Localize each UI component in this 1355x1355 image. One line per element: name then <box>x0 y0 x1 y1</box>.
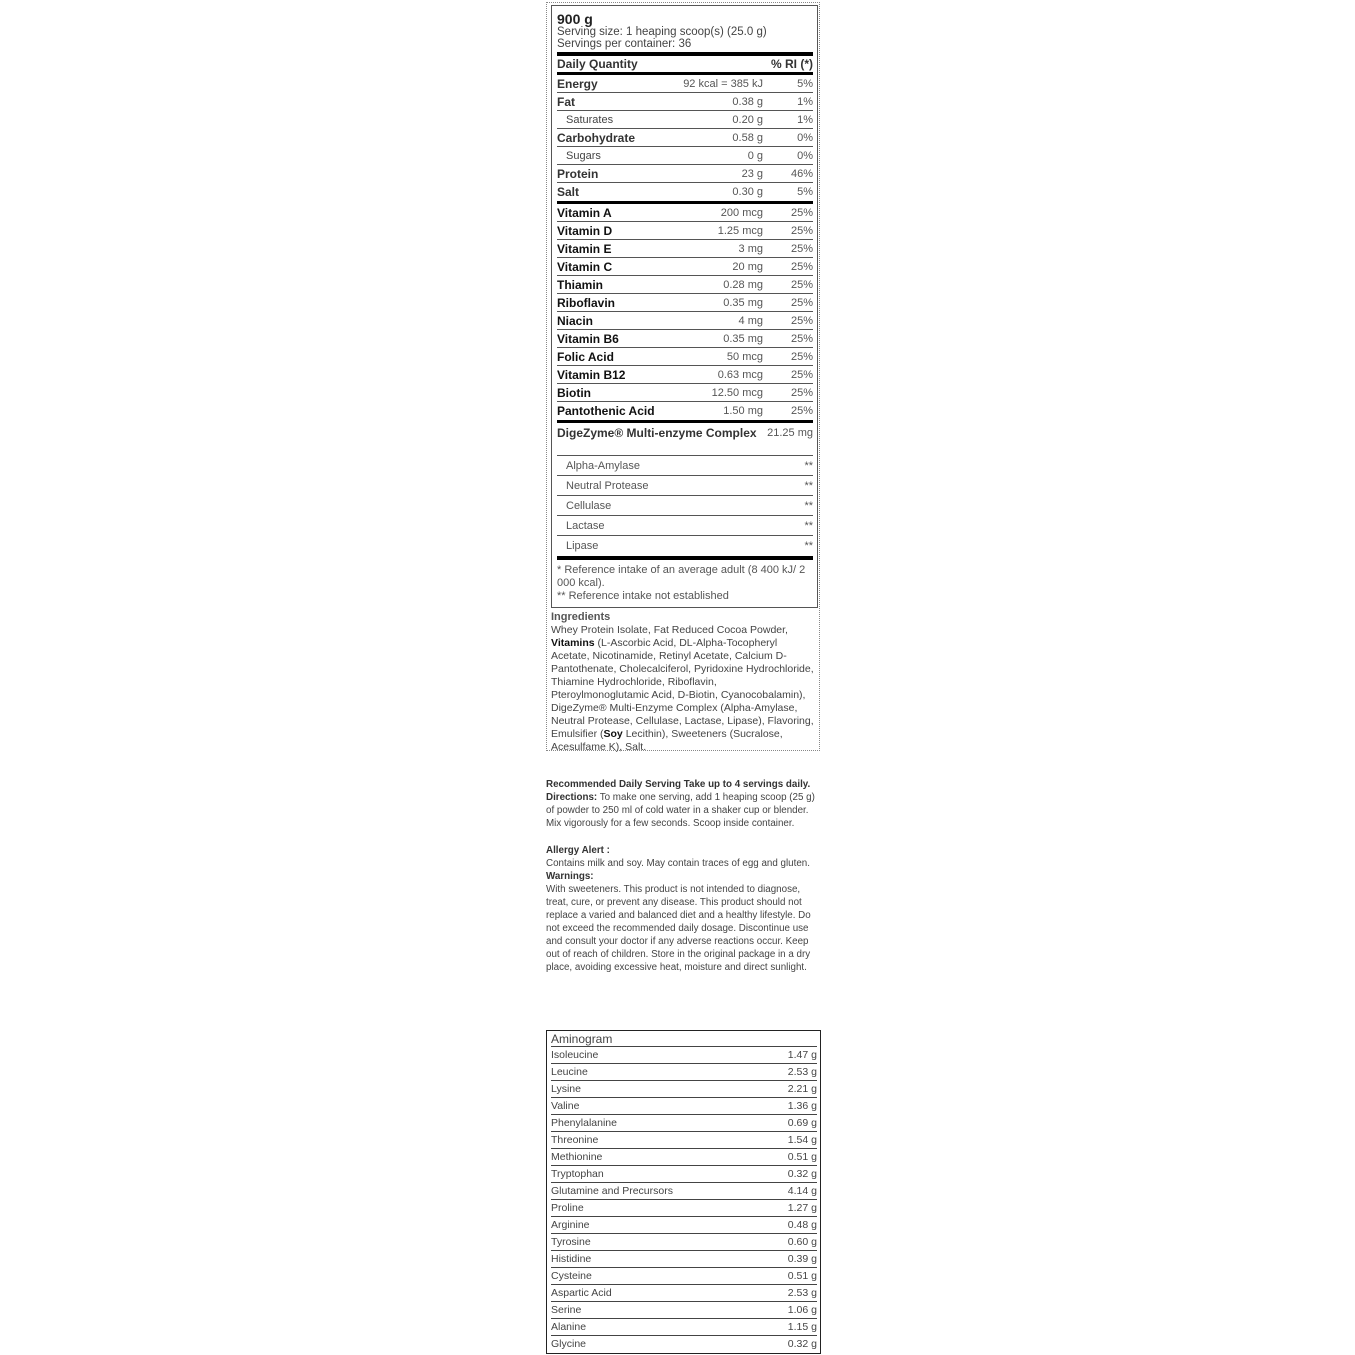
nutrient-name: Salt <box>557 184 580 199</box>
vitamin-ri: 25% <box>790 332 813 345</box>
enzyme-name: Cellulase <box>566 499 612 512</box>
servings-per-container: Servings per container: 36 <box>557 38 692 50</box>
directions-heading: Recommended Daily Serving Take up to 4 servings daily. Directions: <box>546 779 811 803</box>
nutrient-amount: 0 g <box>747 149 763 162</box>
vitamin-name: Vitamin C <box>557 259 613 274</box>
table-row <box>557 402 813 419</box>
ingredients-bold: Soy <box>603 728 623 740</box>
table-row <box>551 1336 817 1352</box>
nutrient-amount: 0.30 g <box>732 185 763 198</box>
vitamin-ri: 25% <box>790 350 813 363</box>
amino-name: Lysine <box>551 1083 581 1095</box>
amino-name: Arginine <box>551 1219 590 1231</box>
enzyme-ri: ** <box>804 539 813 552</box>
amino-name: Tyrosine <box>551 1236 591 1248</box>
table-row <box>557 222 813 240</box>
warnings <box>546 870 824 974</box>
amino-amount: 0.51 g <box>787 1151 817 1163</box>
vitamin-amount: 20 mg <box>732 260 763 273</box>
nutrient-ri: 5% <box>797 77 813 90</box>
vitamin-ri: 25% <box>790 368 813 381</box>
amino-amount: 0.51 g <box>787 1270 817 1282</box>
nutrient-name: Saturates <box>566 113 614 126</box>
enzyme-ri: ** <box>804 499 813 512</box>
table-row <box>551 1132 817 1149</box>
vitamin-name: Vitamin D <box>557 223 613 238</box>
nutrient-name: Fat <box>557 94 575 109</box>
vitamin-name: Vitamin B6 <box>557 331 619 346</box>
vitamin-name: Vitamin E <box>557 241 612 256</box>
table-row <box>557 276 813 294</box>
amino-amount: 1.06 g <box>787 1304 817 1316</box>
nutrient-name: Protein <box>557 166 599 181</box>
col-ri: % RI (*) <box>771 57 813 71</box>
amino-amount: 2.53 g <box>787 1066 817 1078</box>
nutrient-ri: 1% <box>797 95 813 108</box>
amino-name: Proline <box>551 1202 584 1214</box>
amino-amount: 2.53 g <box>787 1287 817 1299</box>
vitamin-name: Biotin <box>557 385 591 400</box>
enzyme-complex-amount: 21.25 mg <box>767 427 813 439</box>
table-row <box>557 476 813 496</box>
table-row <box>551 1183 817 1200</box>
table-row <box>557 258 813 276</box>
vitamin-amount: 0.63 mcg <box>717 368 763 381</box>
vitamin-ri: 25% <box>790 278 813 291</box>
col-quantity: Daily Quantity <box>557 57 638 71</box>
table-row <box>557 496 813 516</box>
nutrient-name: Sugars <box>566 149 601 162</box>
vitamin-amount: 0.28 mg <box>723 278 763 291</box>
aminogram-table <box>546 1030 821 1354</box>
ingredients-text: Lecithin), Sweeteners (Sucralose, Acesulfame K), Salt. <box>551 728 783 753</box>
amino-amount: 1.15 g <box>787 1321 817 1333</box>
table-row <box>557 516 813 536</box>
amino-name: Methionine <box>551 1151 603 1163</box>
allergy-text: Contains milk and soy. May contain traces of egg and gluten. <box>546 858 810 869</box>
usage-info <box>546 778 824 974</box>
net-weight: 900 g <box>557 11 593 27</box>
table-row <box>557 536 813 555</box>
aminogram-list <box>551 1047 817 1352</box>
table-row <box>551 1302 817 1319</box>
amino-amount: 0.69 g <box>787 1117 817 1129</box>
nutrient-ri: 1% <box>797 113 813 126</box>
amino-amount: 1.47 g <box>787 1049 817 1061</box>
vitamin-name: Niacin <box>557 313 594 328</box>
nutrient-amount: 0.38 g <box>732 95 763 108</box>
table-row <box>557 366 813 384</box>
table-row <box>551 1319 817 1336</box>
footnote-ri: * Reference intake of an average adult (8 400 kJ/ 2 000 kcal). <box>557 564 806 589</box>
enzymes-list <box>557 456 813 555</box>
amino-amount: 0.32 g <box>787 1168 817 1180</box>
table-row <box>557 147 813 165</box>
table-row <box>557 294 813 312</box>
product-info-panel <box>546 2 820 751</box>
table-row <box>551 1268 817 1285</box>
amino-name: Tryptophan <box>551 1168 604 1180</box>
table-row <box>551 1251 817 1268</box>
amino-amount: 1.27 g <box>787 1202 817 1214</box>
enzyme-ri: ** <box>804 519 813 532</box>
enzyme-ri: ** <box>804 479 813 492</box>
table-row <box>551 1064 817 1081</box>
serving-size: Serving size: 1 heaping scoop(s) (25.0 g) <box>557 26 767 38</box>
table-row <box>557 129 813 147</box>
vitamin-ri: 25% <box>790 296 813 309</box>
table-row <box>551 1200 817 1217</box>
table-row <box>551 1166 817 1183</box>
aminogram-title: Aminogram <box>551 1032 817 1047</box>
amino-name: Glutamine and Precursors <box>551 1185 673 1197</box>
vitamin-ri: 25% <box>790 314 813 327</box>
table-row <box>557 330 813 348</box>
amino-name: Histidine <box>551 1253 592 1265</box>
amino-amount: 0.39 g <box>787 1253 817 1265</box>
table-row <box>551 1098 817 1115</box>
nutrient-amount: 92 kcal = 385 kJ <box>683 77 763 90</box>
amino-name: Threonine <box>551 1134 599 1146</box>
ingredients-bold: Vitamins <box>551 637 595 649</box>
amino-name: Cysteine <box>551 1270 592 1282</box>
amino-name: Serine <box>551 1304 582 1316</box>
amino-amount: 0.32 g <box>787 1338 817 1350</box>
table-row <box>551 1149 817 1166</box>
enzyme-name: Lactase <box>566 519 605 532</box>
table-row <box>557 456 813 476</box>
vitamin-ri: 25% <box>790 242 813 255</box>
vitamin-ri: 25% <box>790 404 813 417</box>
vitamin-ri: 25% <box>790 206 813 219</box>
table-row <box>551 1285 817 1302</box>
vitamin-ri: 25% <box>790 224 813 237</box>
ingredients-heading: Ingredients <box>551 611 611 623</box>
nutrient-name: Energy <box>557 76 598 91</box>
vitamin-amount: 12.50 mcg <box>711 386 763 399</box>
table-row <box>557 75 813 93</box>
table-row <box>557 93 813 111</box>
amino-amount: 1.54 g <box>787 1134 817 1146</box>
directions <box>546 778 824 830</box>
ingredients <box>551 611 819 754</box>
vitamin-amount: 0.35 mg <box>723 296 763 309</box>
amino-name: Alanine <box>551 1321 587 1333</box>
nutrient-amount: 0.58 g <box>732 131 763 144</box>
vitamin-amount: 0.35 mg <box>723 332 763 345</box>
nutrients-list <box>557 75 813 200</box>
enzyme-complex-name: DigeZyme® Multi-enzyme Complex <box>557 426 757 440</box>
enzyme-name: Lipase <box>566 539 599 552</box>
amino-amount: 2.21 g <box>787 1083 817 1095</box>
enzyme-complex-row <box>557 423 813 456</box>
table-row <box>557 384 813 402</box>
table-header <box>557 56 813 72</box>
directions-text: To make one serving, add 1 heaping scoop (25 g) of powder to 250 ml of cold water in a shaker cup or blender. Mix vigorously for a few seconds. Scoop inside container. <box>546 792 815 829</box>
table-row <box>551 1081 817 1098</box>
amino-name: Glycine <box>551 1338 587 1350</box>
enzyme-ri: ** <box>804 459 813 472</box>
enzyme-name: Neutral Protease <box>566 479 649 492</box>
vitamin-amount: 1.25 mcg <box>717 224 763 237</box>
table-row <box>557 204 813 222</box>
nutrition-facts-table <box>551 5 818 608</box>
footnotes <box>557 560 813 603</box>
allergy-alert <box>546 844 824 870</box>
ingredients-text: (L-Ascorbic Acid, DL-Alpha-Tocopheryl Acetate, Nicotinamide, Retinyl Acetate, Calcium D-Pantothenate, Cholecalciferol, Pyridoxine Hydrochloride, Thiamine Hydrochloride, Riboflavin, Pteroylmonoglutamic Acid, D-Biotin, Cyanocobalamin), DigeZyme® Multi-Enzyme Complex (Alpha-Amylase, Neutral Protease, Cellulase, Lactase, Lipase), Flavoring, Emulsifier ( <box>551 637 814 740</box>
vitamin-amount: 4 mg <box>738 314 763 327</box>
nutrient-ri: 5% <box>797 185 813 198</box>
vitamin-name: Vitamin A <box>557 205 612 220</box>
allergy-heading: Allergy Alert : <box>546 845 610 856</box>
amino-amount: 0.48 g <box>787 1219 817 1231</box>
vitamins-list <box>557 204 813 419</box>
amino-name: Phenylalanine <box>551 1117 617 1129</box>
table-row <box>557 111 813 129</box>
table-row <box>557 165 813 183</box>
table-row <box>551 1047 817 1064</box>
warnings-heading: Warnings: <box>546 871 594 882</box>
ingredients-text: Whey Protein Isolate, Fat Reduced Cocoa Powder, <box>551 624 788 636</box>
nutrient-ri: 46% <box>790 167 813 180</box>
amino-name: Isoleucine <box>551 1049 599 1061</box>
table-row <box>557 183 813 200</box>
nutrient-amount: 23 g <box>741 167 763 180</box>
footnote-not-established: ** Reference intake not established <box>557 590 729 602</box>
vitamin-name: Thiamin <box>557 277 604 292</box>
nutrient-name: Carbohydrate <box>557 130 636 145</box>
nutrient-ri: 0% <box>797 131 813 144</box>
vitamin-name: Riboflavin <box>557 295 616 310</box>
vitamin-amount: 200 mcg <box>720 206 763 219</box>
nutrient-amount: 0.20 g <box>732 113 763 126</box>
vitamin-name: Folic Acid <box>557 349 614 364</box>
warnings-text: With sweeteners. This product is not intended to diagnose, treat, cure, or prevent any disease. This product should not replace a varied and balanced diet and a healthy lifestyle. Do not exceed the recommended daily dosage. Discontinue use and consult your doctor if any adverse reactions occur. Keep out of reach of children. Store in the original package in a dry place, avoiding excessive heat, moisture and direct sunlight. <box>546 884 811 973</box>
table-row <box>551 1234 817 1251</box>
nutrient-ri: 0% <box>797 149 813 162</box>
table-row <box>557 240 813 258</box>
amino-amount: 4.14 g <box>787 1185 817 1197</box>
amino-name: Aspartic Acid <box>551 1287 612 1299</box>
amino-name: Leucine <box>551 1066 588 1078</box>
vitamin-ri: 25% <box>790 260 813 273</box>
amino-amount: 1.36 g <box>787 1100 817 1112</box>
enzyme-name: Alpha-Amylase <box>566 459 640 472</box>
amino-amount: 0.60 g <box>787 1236 817 1248</box>
vitamin-amount: 50 mcg <box>726 350 763 363</box>
vitamin-name: Pantothenic Acid <box>557 403 655 418</box>
vitamin-ri: 25% <box>790 386 813 399</box>
amino-name: Valine <box>551 1100 580 1112</box>
table-row <box>557 348 813 366</box>
vitamin-amount: 3 mg <box>738 242 763 255</box>
label-outer-frame <box>546 2 820 751</box>
table-row <box>551 1217 817 1234</box>
vitamin-amount: 1.50 mg <box>723 404 763 417</box>
table-row <box>557 312 813 330</box>
vitamin-name: Vitamin B12 <box>557 367 626 382</box>
table-row <box>551 1115 817 1132</box>
